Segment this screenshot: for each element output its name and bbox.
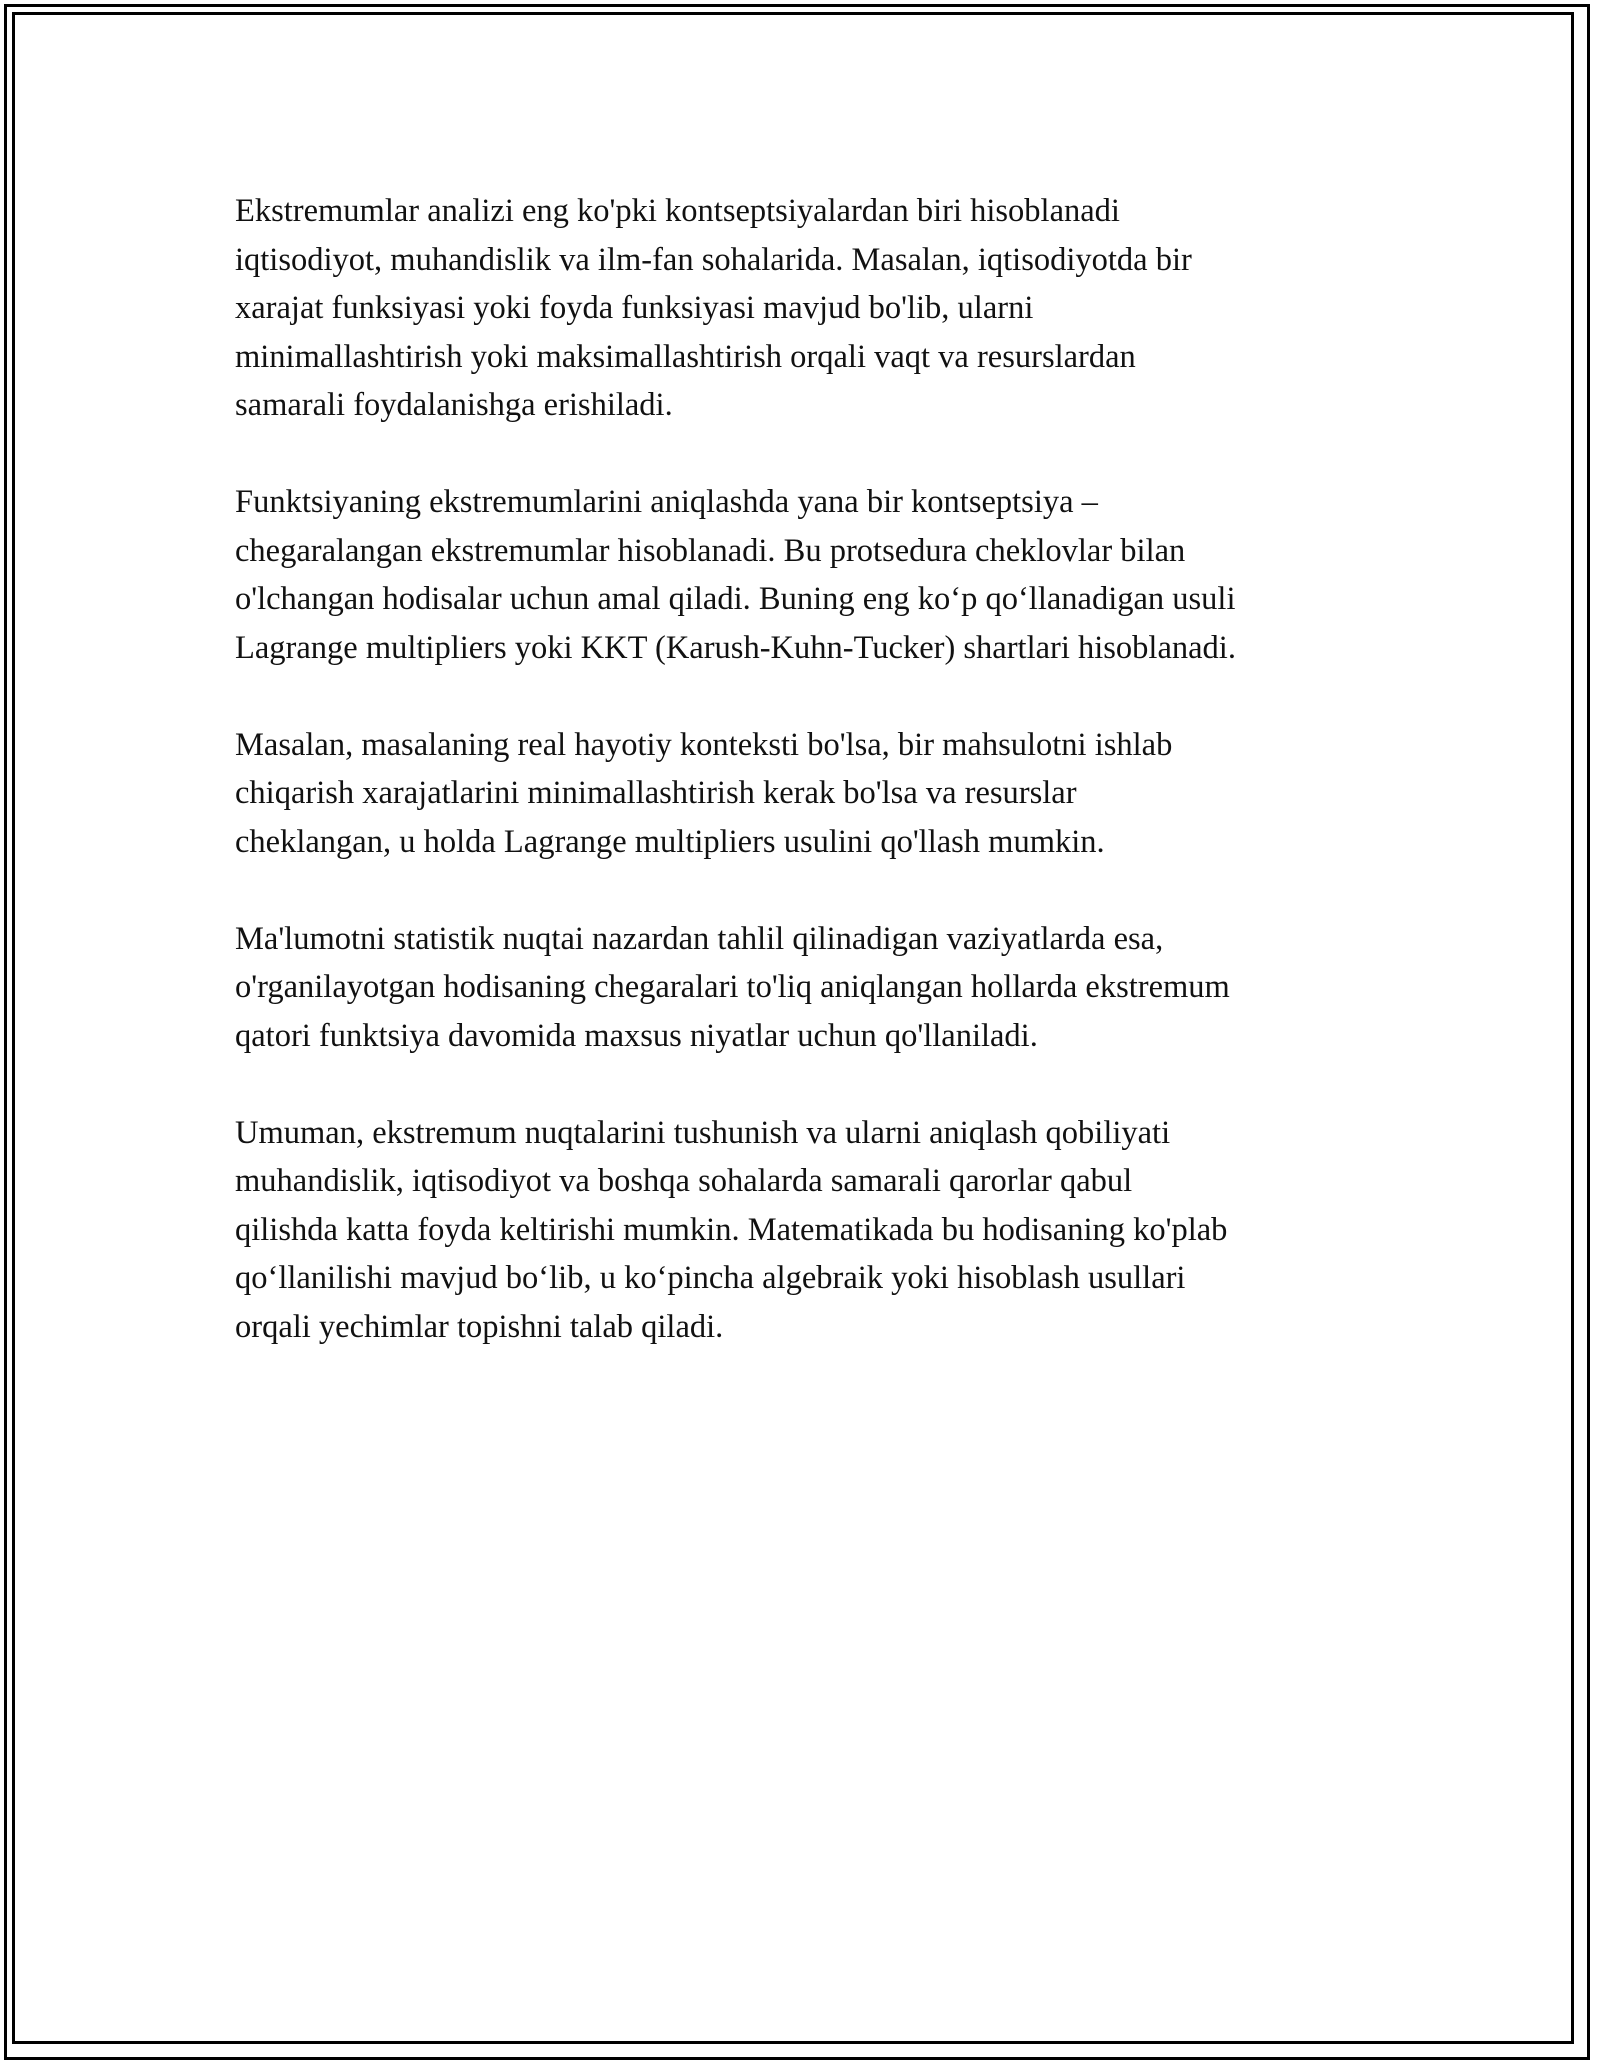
document-body	[235, 187, 1405, 1400]
paragraph-5: Umuman, ekstremum nuqtalarini tushunish va ularni aniqlash qobiliyati muhandislik, iqtisodiyot va boshqa sohalarda samarali qarorlar qabul qilishda katta foyda keltirishi mumkin. Matematikada bu hodisaning ko'plab qoʻllanilishi mavjud boʻlib, u koʻpincha algebraik yoki hisoblash usullari orqali yechimlar topishni talab qiladi.	[235, 1114, 1228, 1345]
paragraph-3: Masalan, masalaning real hayotiy konteksti bo'lsa, bir mahsulotni ishlab chiqarish xarajatlarini minimallashtirish kerak bo'lsa va resurslar cheklangan, u holda Lagrange multipliers usulini qo'llash mumkin.	[235, 726, 1173, 860]
paragraph-2: Funktsiyaning ekstremumlarini aniqlashda yana bir kontseptsiya – chegaralangan ekstremumlar hisoblanadi. Bu protsedura cheklovlar bilan o'lchangan hodisalar uchun amal qiladi. Buning eng koʻp qoʻllanadigan usuli Lagrange multipliers yoki KKT (Karush-Kuhn-Tucker) shartlari hisoblanadi.	[235, 484, 1236, 666]
paragraph-4: Ma'lumotni statistik nuqtai nazardan tahlil qilinadigan vaziyatlarda esa, o'rganilayotgan hodisaning chegaralari to'liq aniqlangan hollarda ekstremum qatori funktsiya davomida maxsus niyatlar uchun qo'llaniladi.	[235, 920, 1230, 1054]
paragraph-1: Ekstremumlar analizi eng ko'pki kontseptsiyalardan biri hisoblanadi iqtisodiyot, muhandislik va ilm-fan sohalarida. Masalan, iqtisodiyotda bir xarajat funksiyasi yoki foyda funksiyasi mavjud bo'lib, ularni minimallashtirish yoki maksimallashtirish orqali vaqt va resurslardan samarali foydalanishga erishiladi.	[235, 193, 1192, 423]
